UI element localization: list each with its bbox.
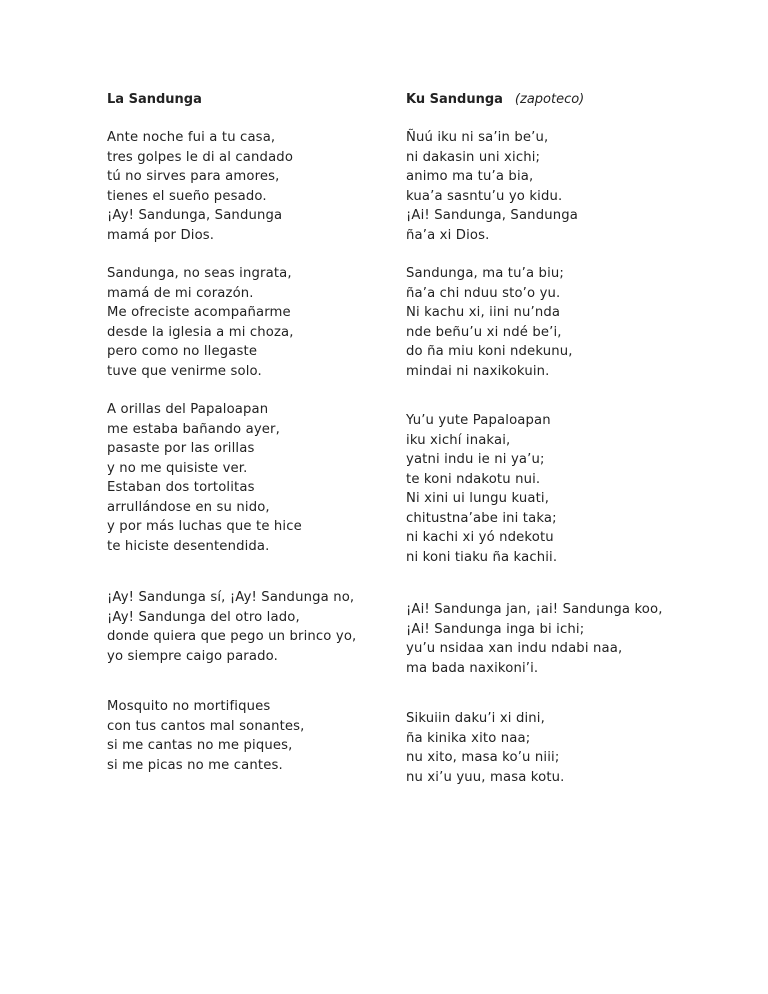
verse-line: Ni xini ui lungu kuati, — [406, 491, 550, 506]
verse-line: kua’a sasntu’u yo kidu. — [406, 188, 563, 204]
zapotec-stanza-2 — [406, 264, 573, 381]
verse-line: A orillas del Papaloapan — [107, 402, 269, 417]
verse-line: iku xichí inakai, — [406, 432, 511, 448]
zapotec-stanza-5 — [406, 709, 565, 787]
zapotec-title-row — [406, 90, 706, 109]
verse-line: mamá por Dios. — [107, 227, 215, 243]
verse-line: ma bada naxikoni’i. — [406, 660, 539, 676]
verse-line: donde quiera que pego un brinco yo, — [107, 629, 357, 644]
verse-line: Estaban dos tortolitas — [107, 480, 255, 495]
verse-line: ni koni tiaku ña kachii. — [406, 549, 558, 565]
verse-line: Ñuú iku ni sa’in be’u, — [406, 130, 549, 145]
verse-line: ña’a chi nduu sto’o yu. — [406, 285, 561, 301]
verse-line: tres golpes le di al candado — [107, 149, 294, 165]
zapotec-title: Ku Sandunga — [406, 92, 503, 107]
spanish-stanza-2 — [107, 264, 294, 381]
zapotec-column — [406, 90, 706, 785]
verse-line: ¡Ai! Sandunga, Sandunga — [406, 208, 578, 223]
verse-line: Yu’u yute Papaloapan — [406, 413, 551, 428]
verse-line: yo siempre caigo parado. — [107, 648, 278, 664]
verse-line: ni dakasin uni xichi; — [406, 149, 541, 165]
zapotec-stanza-4 — [406, 600, 663, 678]
verse-line: mamá de mi corazón. — [107, 285, 254, 301]
verse-line: yatni indu ie ni ya’u; — [406, 452, 545, 467]
verse-line: con tus cantos mal sonantes, — [107, 718, 305, 734]
verse-line: me estaba bañando ayer, — [107, 421, 280, 437]
verse-line: Ante noche fui a tu casa, — [107, 130, 276, 145]
verse-line: nu xito, masa ko’u niii; — [406, 750, 560, 765]
zapotec-stanza-3 — [406, 411, 557, 567]
verse-line: te hiciste desentendida. — [107, 538, 270, 554]
verse-line: Ni kachu xi, iini nu’nda — [406, 305, 561, 320]
verse-line: chitustna’abe ini taka; — [406, 510, 557, 526]
verse-line: Sikuiin daku’i xi dini, — [406, 711, 545, 726]
verse-line: ¡Ai! Sandunga jan, ¡ai! Sandunga koo, — [406, 602, 663, 617]
verse-line: si me picas no me cantes. — [107, 757, 283, 773]
spanish-stanza-4 — [107, 588, 356, 666]
verse-line: ¡Ay! Sandunga sí, ¡Ay! Sandunga no, — [107, 590, 355, 605]
verse-line: Sandunga, ma tu’a biu; — [406, 266, 564, 281]
verse-line: desde la iglesia a mi choza, — [107, 324, 294, 340]
verse-line: ¡Ay! Sandunga del otro lado, — [107, 609, 300, 625]
verse-line: y por más luchas que te hice — [107, 519, 302, 534]
zapotec-stanza-1 — [406, 128, 578, 245]
zapotec-subtitle: (zapoteco) — [514, 92, 585, 107]
verse-line: tú no sirves para amores, — [107, 169, 280, 184]
verse-line: pasaste por las orillas — [107, 441, 255, 456]
verse-line: ña kinika xito naa; — [406, 730, 531, 746]
verse-line: yu’u nsidaa xan indu ndabi naa, — [406, 641, 623, 656]
spanish-title: La Sandunga — [107, 92, 202, 107]
verse-line: Sandunga, no seas ingrata, — [107, 266, 292, 281]
verse-line: Me ofreciste acompañarme — [107, 305, 291, 320]
verse-line: ña’a xi Dios. — [406, 227, 490, 243]
verse-line: ¡Ay! Sandunga, Sandunga — [107, 208, 283, 223]
verse-line: animo ma tu’a bia, — [406, 169, 534, 184]
verse-line: pero como no llegaste — [107, 344, 258, 359]
verse-line: nde beñu’u xi ndé be’i, — [406, 324, 562, 340]
verse-line: y no me quisiste ver. — [107, 460, 248, 476]
verse-line: tienes el sueño pesado. — [107, 188, 267, 204]
verse-line: si me cantas no me piques, — [107, 738, 293, 753]
verse-line: mindai ni naxikokuin. — [406, 363, 550, 379]
verse-line: Mosquito no mortifiques — [107, 699, 271, 714]
verse-line: arrullándose en su nido, — [107, 499, 270, 515]
verse-line: te koni ndakotu nui. — [406, 471, 541, 487]
verse-line: tuve que venirme solo. — [107, 363, 262, 379]
verse-line: do ña miu koni ndekunu, — [406, 344, 573, 359]
verse-line: nu xi’u yuu, masa kotu. — [406, 769, 565, 785]
spanish-stanza-5 — [107, 697, 305, 775]
spanish-stanza-3 — [107, 400, 302, 556]
spanish-column — [107, 90, 377, 773]
spanish-stanza-1 — [107, 128, 293, 245]
verse-line: ¡Ai! Sandunga inga bi ichi; — [406, 621, 585, 637]
spanish-title-row — [107, 90, 377, 109]
verse-line: ni kachi xi yó ndekotu — [406, 530, 554, 545]
